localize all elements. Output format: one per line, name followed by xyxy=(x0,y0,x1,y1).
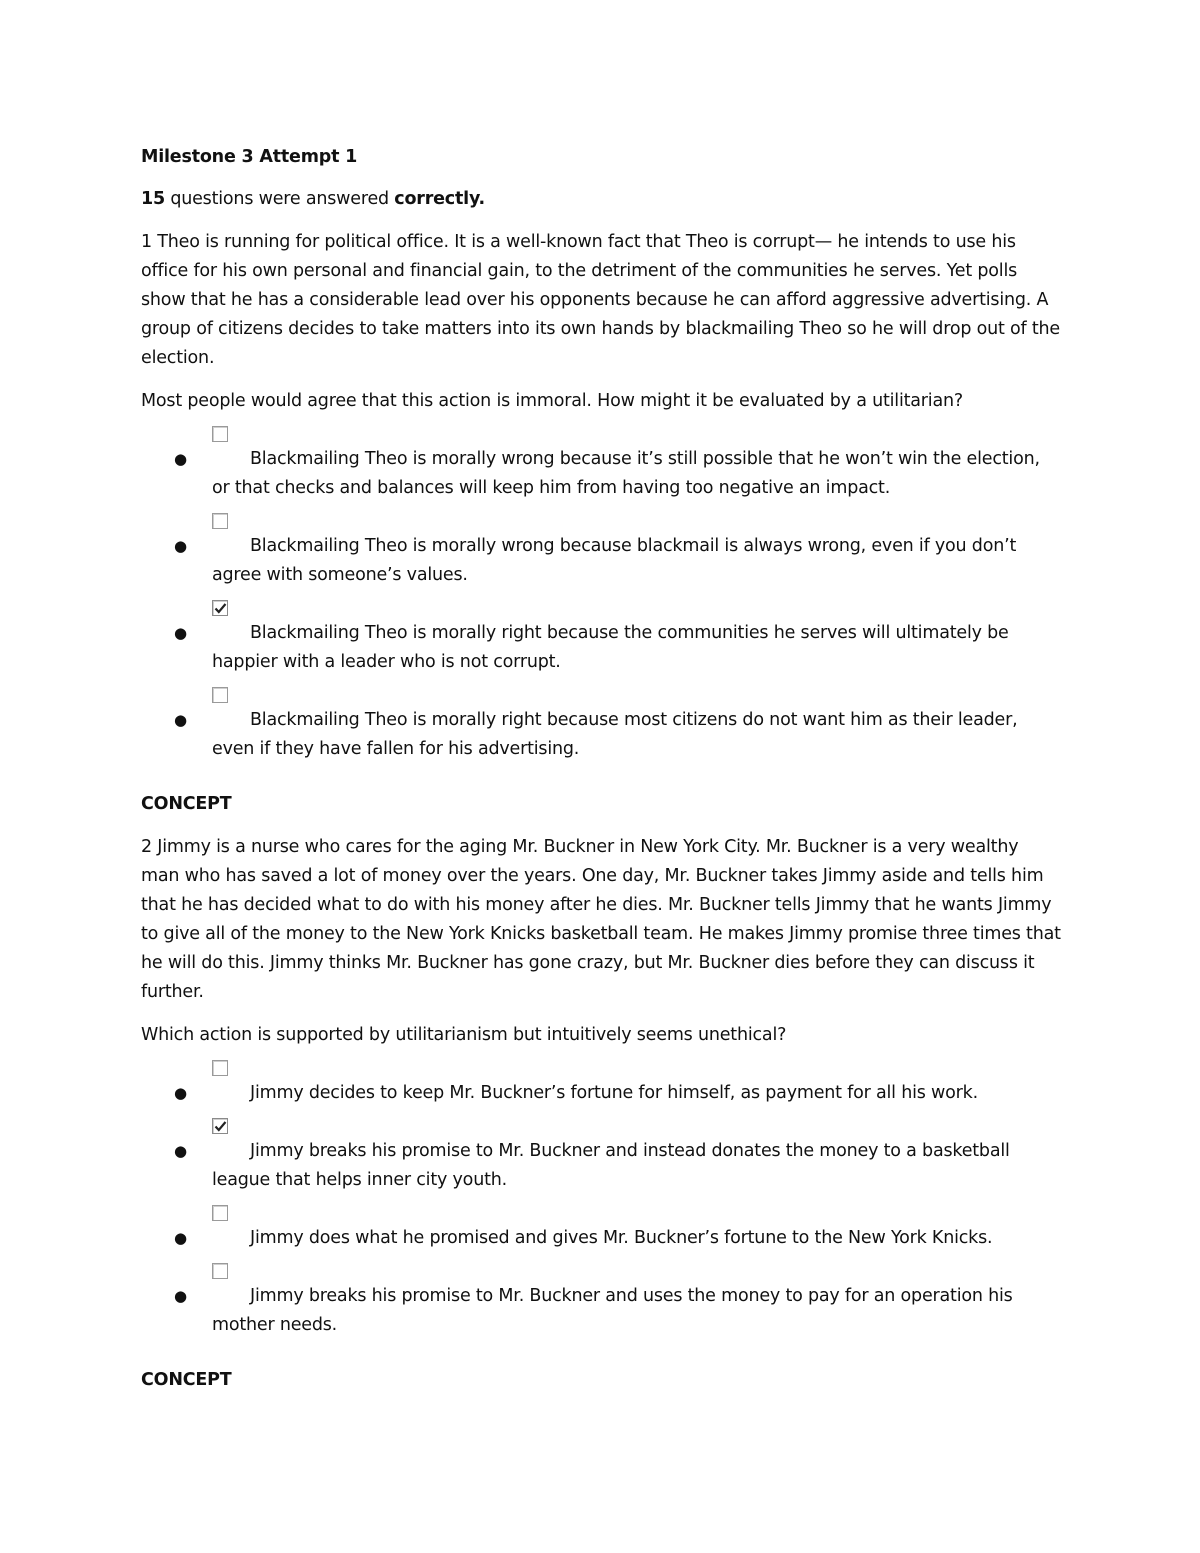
answer-option[interactable] xyxy=(141,1137,1061,1195)
checkbox-icon[interactable] xyxy=(212,426,228,442)
option-label: Jimmy does what he promised and gives Mr. Buckner’s fortune to the New York Knicks. xyxy=(250,1228,993,1248)
bullet-icon: ● xyxy=(174,537,187,555)
concept-link[interactable]: CONCEPT xyxy=(141,794,232,814)
answer-options xyxy=(141,445,1061,764)
answer-option[interactable] xyxy=(141,1224,1061,1253)
answer-option[interactable] xyxy=(141,1282,1061,1340)
bullet-icon: ● xyxy=(174,1142,187,1160)
answer-option[interactable] xyxy=(141,619,1061,677)
checkmark-icon xyxy=(214,1120,227,1133)
checkbox-icon[interactable] xyxy=(212,687,228,703)
question-prompt: Most people would agree that this action is immoral. How might it be evaluated by a utilitarian? xyxy=(141,391,963,411)
bullet-icon: ● xyxy=(174,450,187,468)
bullet-icon: ● xyxy=(174,1084,187,1102)
checkmark-icon xyxy=(214,602,227,615)
question-text: 1 Theo is running for political office. It is a well-known fact that Theo is corrupt— he intends to use his office for his own personal and financial gain, to the detriment of the communities he serves. Yet polls show that he has a considerable lead over his opponents because he can afford aggressive advertising. A group of citizens decides to take matters into its own hands by blackmailing Theo so he will drop out of the election. xyxy=(141,232,1060,368)
bullet-icon: ● xyxy=(174,1229,187,1247)
answer-options xyxy=(141,1079,1061,1340)
answer-option[interactable] xyxy=(141,706,1061,764)
bullet-icon: ● xyxy=(174,624,187,642)
option-label: Blackmailing Theo is morally right because most citizens do not want him as their leader, even if they have fallen for his advertising. xyxy=(212,710,1018,759)
concept-link[interactable]: CONCEPT xyxy=(141,1370,232,1390)
document-page xyxy=(141,144,1061,1409)
question-prompt: Which action is supported by utilitarianism but intuitively seems unethical? xyxy=(141,1025,787,1045)
page-title: Milestone 3 Attempt 1 xyxy=(141,147,358,167)
checkbox-icon[interactable] xyxy=(212,1263,228,1279)
bullet-icon: ● xyxy=(174,711,187,729)
option-label: Jimmy breaks his promise to Mr. Buckner and uses the money to pay for an operation his mother needs. xyxy=(212,1286,1013,1335)
option-label: Jimmy decides to keep Mr. Buckner’s fortune for himself, as payment for all his work. xyxy=(250,1083,978,1103)
summary-text: questions were answered xyxy=(164,189,395,209)
question-1 xyxy=(141,228,1061,819)
question-2 xyxy=(141,833,1061,1395)
checkbox-icon[interactable] xyxy=(212,1060,228,1076)
option-label: Blackmailing Theo is morally wrong because it’s still possible that he won’t win the election, or that checks and balances will keep him from having too negative an impact. xyxy=(212,449,1040,498)
option-label: Jimmy breaks his promise to Mr. Buckner and instead donates the money to a basketball league that helps inner city youth. xyxy=(212,1141,1010,1190)
answer-option[interactable] xyxy=(141,532,1061,590)
bullet-icon: ● xyxy=(174,1287,187,1305)
checkbox-icon[interactable] xyxy=(212,1118,228,1134)
question-text: 2 Jimmy is a nurse who cares for the aging Mr. Buckner in New York City. Mr. Buckner is a very wealthy man who has saved a lot of money over the years. One day, Mr. Buckner takes Jimmy aside and tells him that he has decided what to do with his money after he dies. Mr. Buckner tells Jimmy that he wants Jimmy to give all of the money to the New York Knicks basketball team. He makes Jimmy promise three times that he will do this. Jimmy thinks Mr. Buckner has gone crazy, but Mr. Buckner dies before they can discuss it further. xyxy=(141,837,1061,1002)
answer-option[interactable] xyxy=(141,445,1061,503)
summary-emphasis: correctly. xyxy=(394,189,485,209)
answer-option[interactable] xyxy=(141,1079,1061,1108)
checkbox-icon[interactable] xyxy=(212,513,228,529)
checkbox-icon[interactable] xyxy=(212,1205,228,1221)
correct-count: 15 xyxy=(141,189,165,209)
checkbox-icon[interactable] xyxy=(212,600,228,616)
option-label: Blackmailing Theo is morally right because the communities he serves will ultimately be happier with a leader who is not corrupt. xyxy=(212,623,1009,672)
score-summary xyxy=(141,185,1061,214)
option-label: Blackmailing Theo is morally wrong because blackmail is always wrong, even if you don’t agree with someone’s values. xyxy=(212,536,1017,585)
